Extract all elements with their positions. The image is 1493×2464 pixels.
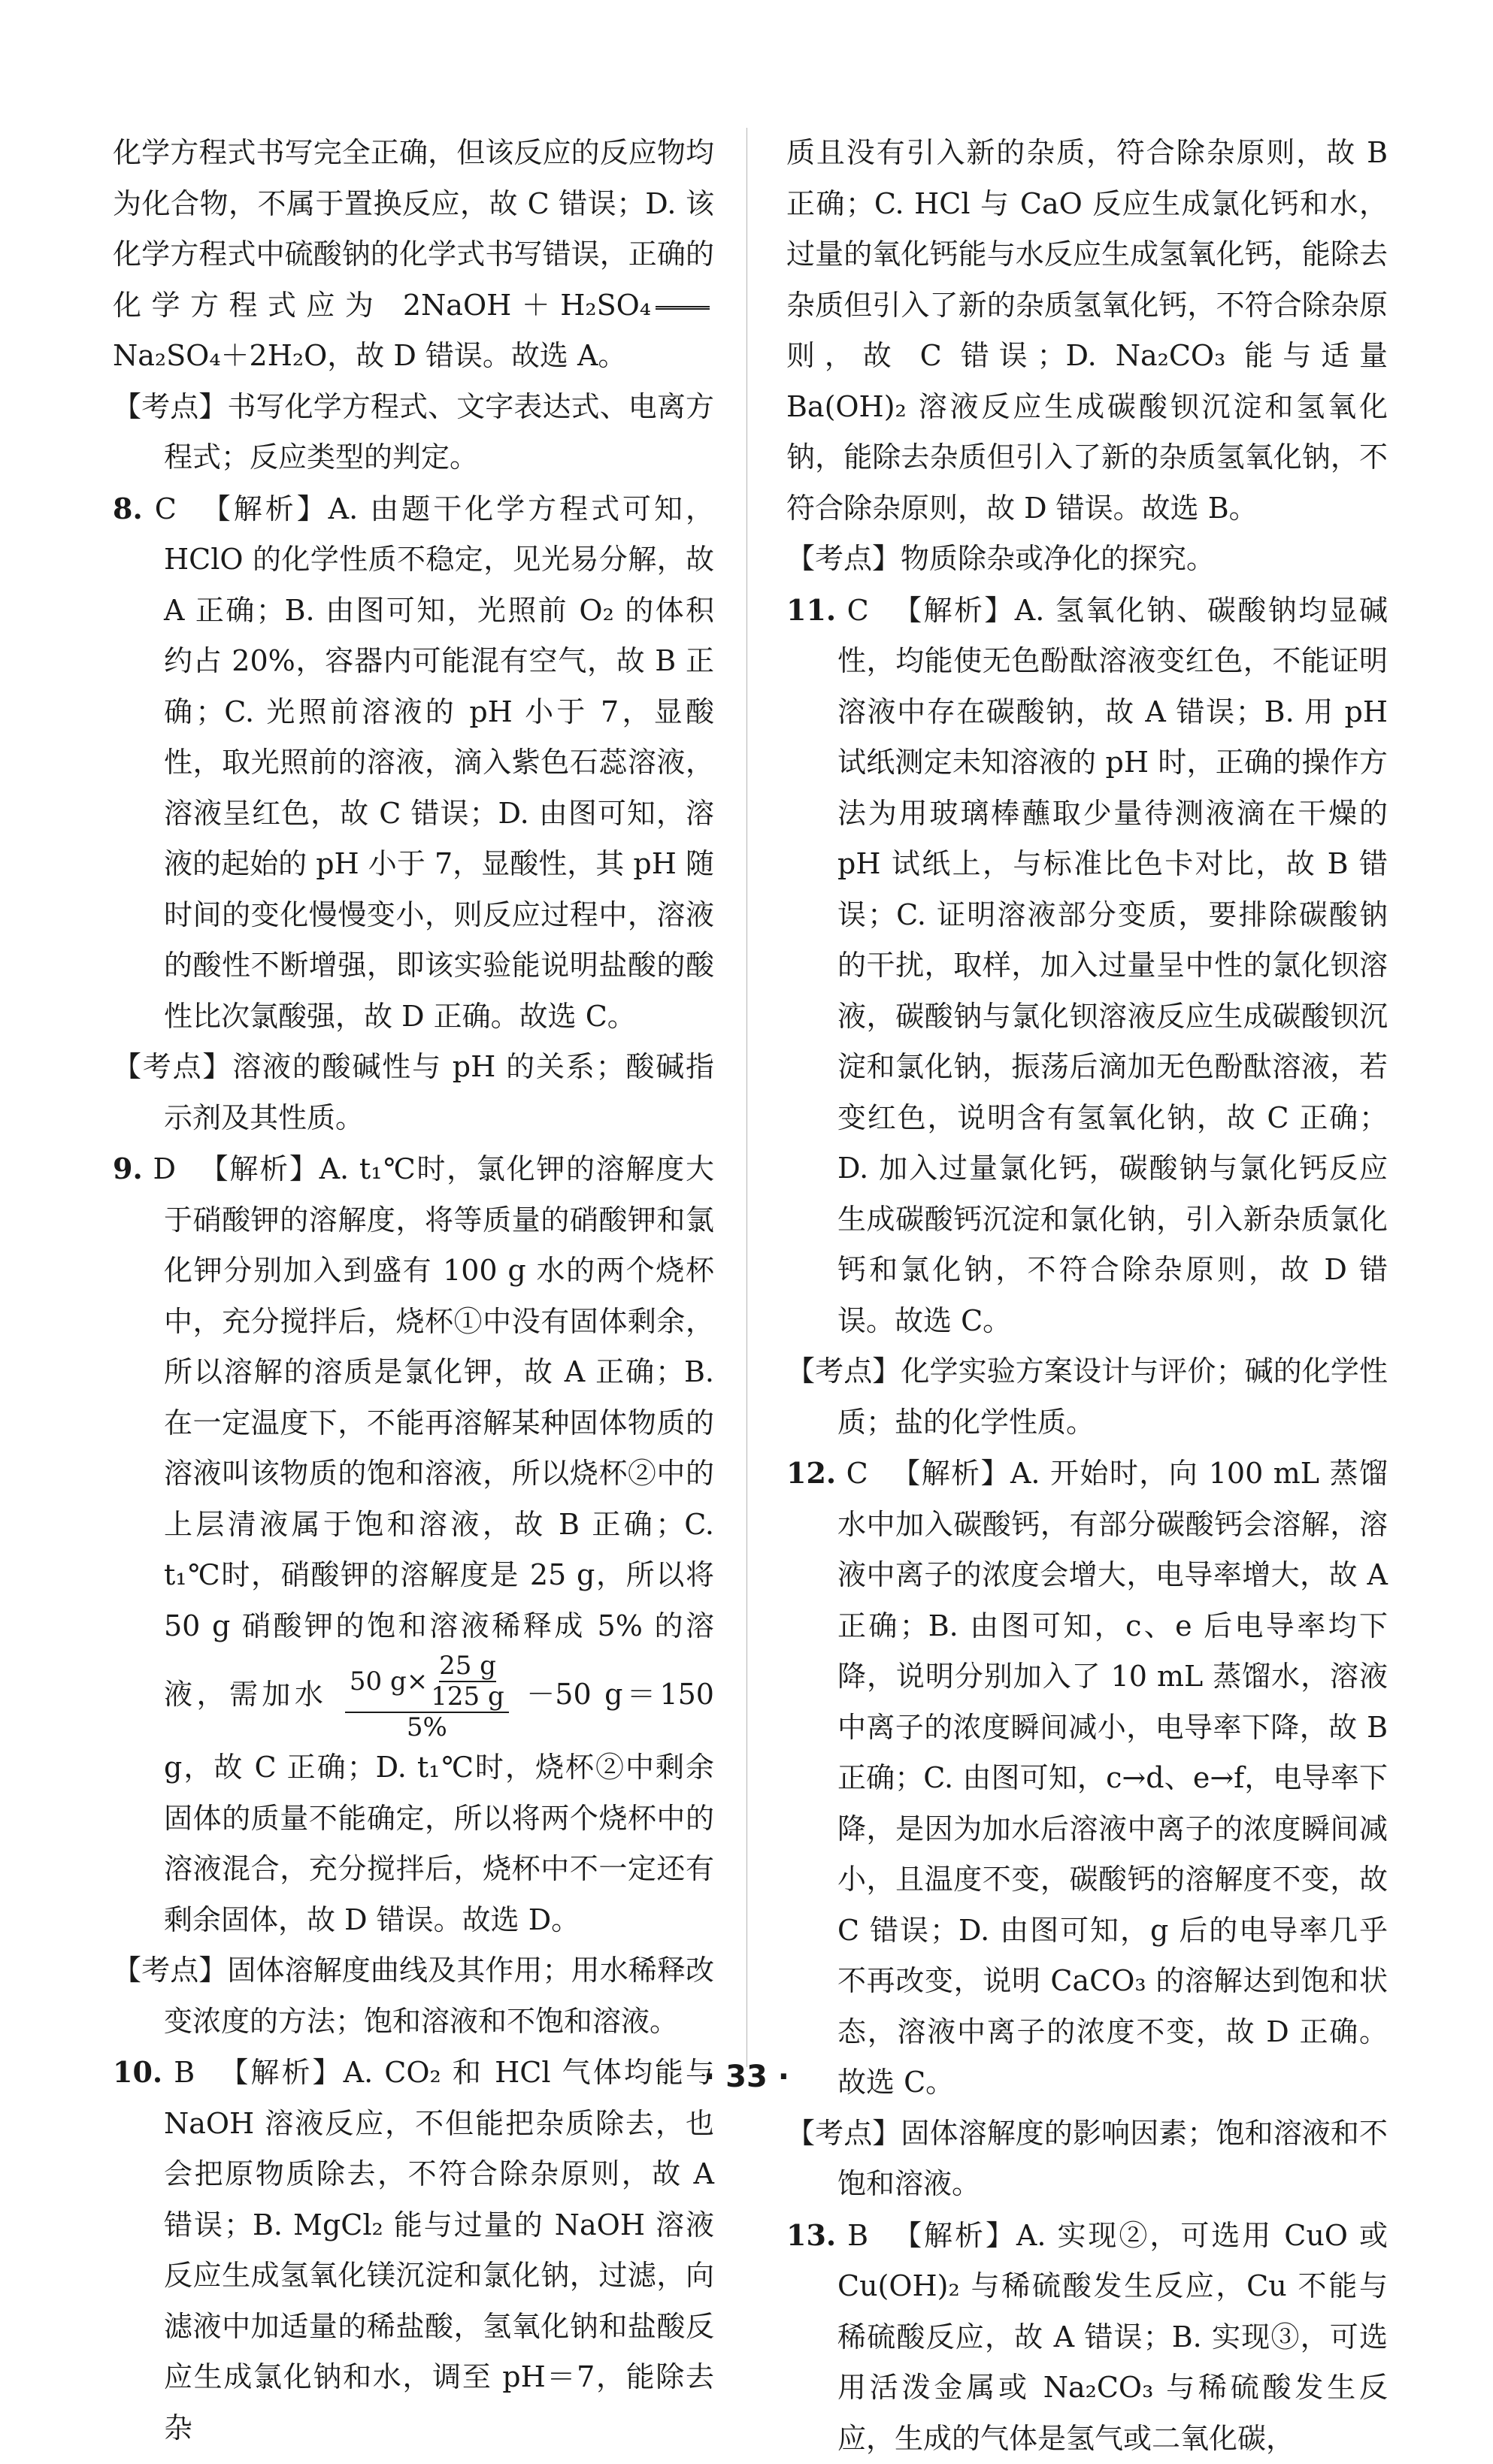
equation-equals-sign [656, 306, 710, 310]
q12-answer: C [846, 1457, 868, 1490]
answer-11 [786, 585, 1388, 1347]
q8-answer: C [155, 492, 177, 525]
q9-number: 9. [113, 1152, 143, 1185]
q7-equation-left: 2NaOH＋H₂SO₄ [403, 289, 651, 322]
answer-13 [786, 2210, 1388, 2464]
answer-12 [786, 1448, 1388, 2108]
q8-explanation: 【解析】A. 由题干化学方程式可知，HClO 的化学性质不稳定，见光易分解，故 A 正确；B. 由图可知，光照前 O₂ 的体积约占 20%，容器内可能混有空气，故 B 正确；C. 光照前溶液的 pH 小于 7，显酸性，取光照前的溶液，滴入紫色石蕊溶液，溶液呈红色，故 C 错误；D. 由图可知，溶液的起始的 pH 小于 7，显酸性，其 pH 随时间的变化慢慢变小，则反应过程中，溶液的酸性不断增强，即该实验能说明盐酸的酸性比次氯酸强，故 D 正确。故选 C。 [164, 492, 714, 1033]
q9-fraction-top: 50 g× [350, 1667, 428, 1697]
q11-number: 11. [786, 593, 836, 627]
q9-explanation-b: －50 g＝150 g，故 C 正确；D. t₁℃时，烧杯②中剩余固体的质量不能确定，所以将两个烧杯中的溶液混合，充分搅拌后，烧杯中不一定还有剩余固体，故 D 错误。故选 D。 [164, 1678, 714, 1936]
q7-equation-right: Na₂SO₄＋2H₂O，故 D 错误。故选 A。 [113, 339, 626, 372]
q10-number: 10. [113, 2055, 162, 2089]
q12-explanation: 【解析】A. 开始时，向 100 mL 蒸馏水中加入碳酸钙，有部分碳酸钙会溶解，溶液中离子的浓度会增大，电导率增大，故 A 正确；B. 由图可知，c、e 后电导率均下降，说明分别加入了 10 mL 蒸馏水，溶液中离子的浓度瞬间减小，电导率下降，故 B 正确；C. 由图可知，c→d、e→f，电导率下降，是因为加水后溶液中离子的浓度瞬间减小，且温度不变，碳酸钙的溶解度不变，故 C 错误；D. 由图可知，g 后的电导率几乎不再改变，说明 CaCO₃ 的溶解达到饱和状态，溶液中离子的浓度不变，故 D 正确。故选 C。 [837, 1457, 1388, 2099]
q9-fraction-bottom: 5% [402, 1713, 452, 1742]
q12-kaodian: 【考点】固体溶解度的影响因素；饱和溶液和不饱和溶液。 [786, 2108, 1388, 2210]
page-number: · 33 · [0, 2060, 1493, 2094]
q7-continuation: 化学方程式书写完全正确，但该反应的反应物均为化合物，不属于置换反应，故 C 错误；D. 该化学方程式中硫酸钠的化学式书写错误，正确的化学方程式应为 2NaOH＋H₂SO₄Na₂SO₄＋2H₂O，故 D 错误。故选 A。 [113, 128, 714, 382]
q7-kaodian: 【考点】书写化学方程式、文字表达式、电离方程式；反应类型的判定。 [113, 382, 714, 483]
answer-8 [113, 483, 714, 1043]
q9-explanation-a: 【解析】A. t₁℃时，氯化钾的溶解度大于硝酸钾的溶解度，将等质量的硝酸钾和氯化钾分别加入到盛有 100 g 水的两个烧杯中，充分搅拌后，烧杯①中没有固体剩余，所以溶解的溶质是氯化钾，故 A 正确；B. 在一定温度下，不能再溶解某种固体物质的溶液叫该物质的饱和溶液，所以烧杯②中的上层清液属于饱和溶液，故 B 正确；C. t₁℃时，硝酸钾的溶解度是 25 g，所以将 50 g 硝酸钾的饱和溶液稀释成 5% 的溶液，需加水 [164, 1152, 714, 1711]
q9-fraction [345, 1651, 509, 1742]
q8-kaodian: 【考点】溶液的酸碱性与 pH 的关系；酸碱指示剂及其性质。 [113, 1042, 714, 1143]
q11-kaodian: 【考点】化学实验方案设计与评价；碱的化学性质；盐的化学性质。 [786, 1346, 1388, 1448]
q9-kaodian: 【考点】固体溶解度曲线及其作用；用水稀释改变浓度的方法；饱和溶液和不饱和溶液。 [113, 1945, 714, 2047]
q10-kaodian: 【考点】物质除杂或净化的探究。 [786, 534, 1388, 585]
q12-number: 12. [786, 1456, 836, 1490]
column-divider [746, 128, 747, 2067]
q9-inner-fraction [431, 1651, 504, 1712]
q9-inner-bottom: 125 g [431, 1682, 504, 1712]
q13-number: 13. [786, 2218, 836, 2252]
q8-number: 8. [113, 492, 143, 525]
q10-explanation: 【解析】A. CO₂ 和 HCl 气体均能与 NaOH 溶液反应，不但能把杂质除去，也会把原物质除去，不符合除杂原则，故 A 错误；B. MgCl₂ 能与过量的 NaOH 溶液反应生成氢氧化镁沉淀和氯化钠，过滤，向滤液中加适量的稀盐酸，氢氧化钠和盐酸反应生成氯化钠和水，调至 pH＝7，能除去杂 [164, 2056, 714, 2444]
q11-explanation: 【解析】A. 氢氧化钠、碳酸钠均显碱性，均能使无色酚酞溶液变红色，不能证明溶液中存在碳酸钠，故 A 错误；B. 用 pH 试纸测定未知溶液的 pH 时，正确的操作方法为用玻璃棒蘸取少量待测液滴在干燥的 pH 试纸上，与标准比色卡对比，故 B 错误；C. 证明溶液部分变质，要排除碳酸钠的干扰，取样，加入过量呈中性的氯化钡溶液，碳酸钠与氯化钡溶液反应生成碳酸钡沉淀和氯化钠，振荡后滴加无色酚酞溶液，若变红色，说明含有氢氧化钠，故 C 正确；D. 加入过量氯化钙，碳酸钠与氯化钙反应生成碳酸钙沉淀和氯化钠，引入新杂质氯化钙和氯化钠，不符合除杂原则，故 D 错误。故选 C。 [837, 594, 1388, 1337]
answer-10 [113, 2047, 714, 2453]
left-column [113, 128, 714, 2453]
q9-inner-top: 25 g [439, 1651, 496, 1682]
answer-9 [113, 1143, 714, 1945]
q9-answer: D [153, 1152, 175, 1185]
q10-continuation: 质且没有引入新的杂质，符合除杂原则，故 B 正确；C. HCl 与 CaO 反应生成氯化钙和水，过量的氧化钙能与水反应生成氢氧化钙，能除去杂质但引入了新的杂质氢氧化钙，不符合除杂原则，故 C 错误；D. Na₂CO₃ 能与适量 Ba(OH)₂ 溶液反应生成碳酸钡沉淀和氢氧化钠，能除去杂质但引入了新的杂质氢氧化钠，不符合除杂原则，故 D 错误。故选 B。 [786, 128, 1388, 534]
q13-answer: B [847, 2219, 868, 2252]
q10-answer: B [174, 2056, 195, 2089]
right-column [786, 128, 1388, 2464]
q11-answer: C [847, 594, 869, 627]
q13-explanation: 【解析】A. 实现②，可选用 CuO 或 Cu(OH)₂ 与稀硫酸发生反应，Cu 不能与稀硫酸反应，故 A 错误；B. 实现③，可选用活泼金属或 Na₂CO₃ 与稀硫酸发生反应，生成的气体是氢气或二氧化碳， [837, 2219, 1388, 2455]
